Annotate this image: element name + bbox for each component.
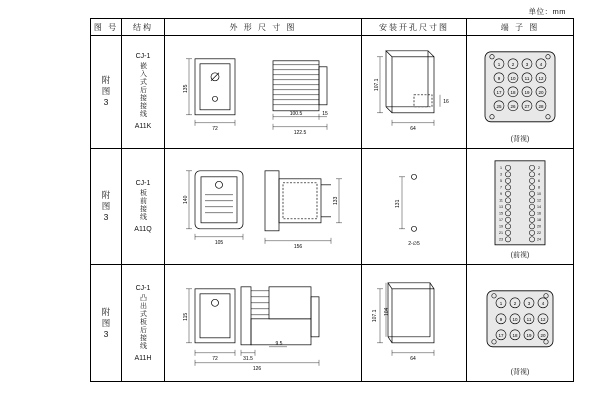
col-header-outline: 外 形 尺 寸 图	[165, 19, 362, 36]
svg-text:23: 23	[499, 237, 503, 242]
table-row	[91, 265, 574, 382]
svg-text:18: 18	[537, 217, 541, 222]
figure-no-char: 附	[101, 190, 111, 201]
figure-no-char: 附	[101, 306, 111, 317]
svg-text:7: 7	[500, 185, 502, 190]
svg-text:4: 4	[539, 61, 543, 67]
dim-text: 107.1	[372, 309, 378, 323]
svg-text:13: 13	[499, 204, 503, 209]
dim-text: 9.5	[275, 341, 283, 348]
terminal-view-note: (背视)	[510, 369, 530, 376]
table-header-row	[91, 19, 574, 36]
svg-text:12: 12	[538, 75, 544, 81]
dim-text: 104	[384, 308, 390, 317]
svg-text:1: 1	[500, 165, 502, 170]
svg-text:5: 5	[500, 178, 502, 183]
terminal-view-note: (前视)	[510, 252, 530, 260]
svg-text:11: 11	[526, 317, 532, 323]
terminal-view-note: (背视)	[510, 135, 530, 143]
dim-text: 135	[183, 84, 189, 94]
svg-text:20: 20	[538, 89, 544, 95]
svg-text:6: 6	[538, 178, 540, 183]
table-row	[91, 36, 574, 149]
svg-text:22: 22	[537, 230, 541, 235]
dim-text: 64	[410, 356, 416, 363]
svg-text:9: 9	[497, 75, 501, 81]
outline-drawing-cell-2	[165, 148, 362, 265]
svg-text:25: 25	[496, 103, 502, 109]
svg-text:9: 9	[499, 317, 503, 323]
svg-text:11: 11	[499, 198, 503, 203]
svg-text:2: 2	[538, 165, 540, 170]
svg-text:10: 10	[512, 317, 518, 323]
figure-no-cell-3	[91, 265, 122, 382]
structure-code: A11K	[134, 123, 152, 131]
svg-text:3: 3	[500, 172, 502, 177]
svg-text:19: 19	[499, 224, 503, 229]
svg-text:2: 2	[513, 301, 517, 307]
figure-no-char: 图	[101, 317, 111, 328]
dim-text: 31.5	[243, 356, 253, 363]
structure-code: A11Q	[134, 226, 152, 234]
structure-cell-3	[122, 265, 165, 382]
dim-text: 100.5	[289, 110, 303, 117]
dim-text: 15	[322, 110, 328, 117]
dim-text: 133	[333, 196, 339, 205]
dim-text: 122.5	[293, 129, 307, 136]
structure-cell-1	[122, 36, 165, 149]
svg-text:26: 26	[510, 103, 516, 109]
mounting-drawing-cell-1	[362, 36, 467, 149]
svg-text:4: 4	[538, 172, 540, 177]
svg-text:17: 17	[499, 217, 503, 222]
structure-code: A11H	[134, 354, 152, 362]
svg-text:19: 19	[526, 333, 532, 339]
dimension-table	[90, 18, 574, 382]
figure-no-char: 图	[101, 86, 111, 97]
svg-text:20: 20	[537, 224, 541, 229]
terminal-drawing-cell-1	[467, 36, 574, 149]
figure-no-cell-2	[91, 148, 122, 265]
structure-model: CJ-1	[135, 53, 151, 61]
col-header-terminal: 端 子 图	[467, 19, 574, 36]
svg-text:18: 18	[512, 333, 518, 339]
svg-text:21: 21	[499, 230, 503, 235]
svg-text:20: 20	[540, 333, 546, 339]
svg-text:1: 1	[499, 301, 503, 307]
col-header-figure-no: 图 号	[91, 19, 122, 36]
dim-text: 131	[395, 199, 401, 208]
dim-text: 2-∅5	[408, 240, 420, 247]
structure-desc: 凸出式板后接线	[139, 293, 147, 350]
dim-text: 115	[183, 313, 189, 322]
svg-text:3: 3	[525, 61, 529, 67]
svg-text:2: 2	[511, 61, 515, 67]
svg-text:16: 16	[537, 211, 541, 216]
structure-cell-2	[122, 148, 165, 265]
figure-no-char: 3	[103, 97, 109, 108]
svg-text:19: 19	[524, 89, 530, 95]
svg-text:3: 3	[527, 301, 531, 307]
structure-model: CJ-1	[135, 284, 151, 292]
dim-text: 140	[183, 195, 189, 204]
dim-text: 105	[214, 239, 224, 246]
svg-text:4: 4	[541, 301, 545, 307]
svg-text:28: 28	[538, 103, 544, 109]
svg-text:17: 17	[498, 333, 504, 339]
svg-text:15: 15	[499, 211, 503, 216]
table-row	[91, 148, 574, 265]
structure-model: CJ-1	[135, 180, 151, 188]
svg-text:27: 27	[524, 103, 530, 109]
svg-text:9: 9	[500, 191, 502, 196]
outline-drawing-cell-3	[165, 265, 362, 382]
svg-text:24: 24	[537, 237, 541, 242]
structure-desc: 板前接线	[139, 189, 147, 222]
svg-text:8: 8	[538, 185, 540, 190]
figure-no-char: 3	[103, 212, 109, 223]
dim-text: 64	[410, 125, 416, 132]
figure-no-cell-1	[91, 36, 122, 149]
figure-no-char: 附	[101, 75, 111, 86]
col-header-structure: 结构	[122, 19, 165, 36]
svg-text:14: 14	[537, 204, 541, 209]
svg-text:1: 1	[497, 61, 501, 67]
structure-desc: 嵌入式后接接线	[139, 62, 147, 119]
dim-text: 107.1	[374, 78, 380, 92]
svg-text:10: 10	[510, 75, 516, 81]
dim-text: 126	[252, 366, 262, 373]
terminal-drawing-cell-2	[467, 148, 574, 265]
figure-no-char: 图	[101, 201, 111, 212]
svg-text:18: 18	[510, 89, 516, 95]
svg-text:12: 12	[540, 317, 546, 323]
outline-drawing-cell-1	[165, 36, 362, 149]
dim-text: 72	[212, 125, 218, 132]
unit-label: 单位：mm	[528, 7, 566, 16]
svg-text:11: 11	[524, 75, 530, 81]
figure-no-char: 3	[103, 328, 109, 339]
mounting-drawing-cell-2	[362, 148, 467, 265]
svg-text:17: 17	[496, 89, 502, 95]
dim-text: 156	[293, 243, 303, 250]
col-header-mounting: 安装开孔尺寸图	[362, 19, 467, 36]
svg-text:12: 12	[537, 198, 541, 203]
dim-text: 16	[443, 98, 449, 105]
mounting-drawing-cell-3	[362, 265, 467, 382]
svg-text:10: 10	[537, 191, 541, 196]
dim-text: 72	[212, 356, 218, 363]
terminal-drawing-cell-3	[467, 265, 574, 382]
